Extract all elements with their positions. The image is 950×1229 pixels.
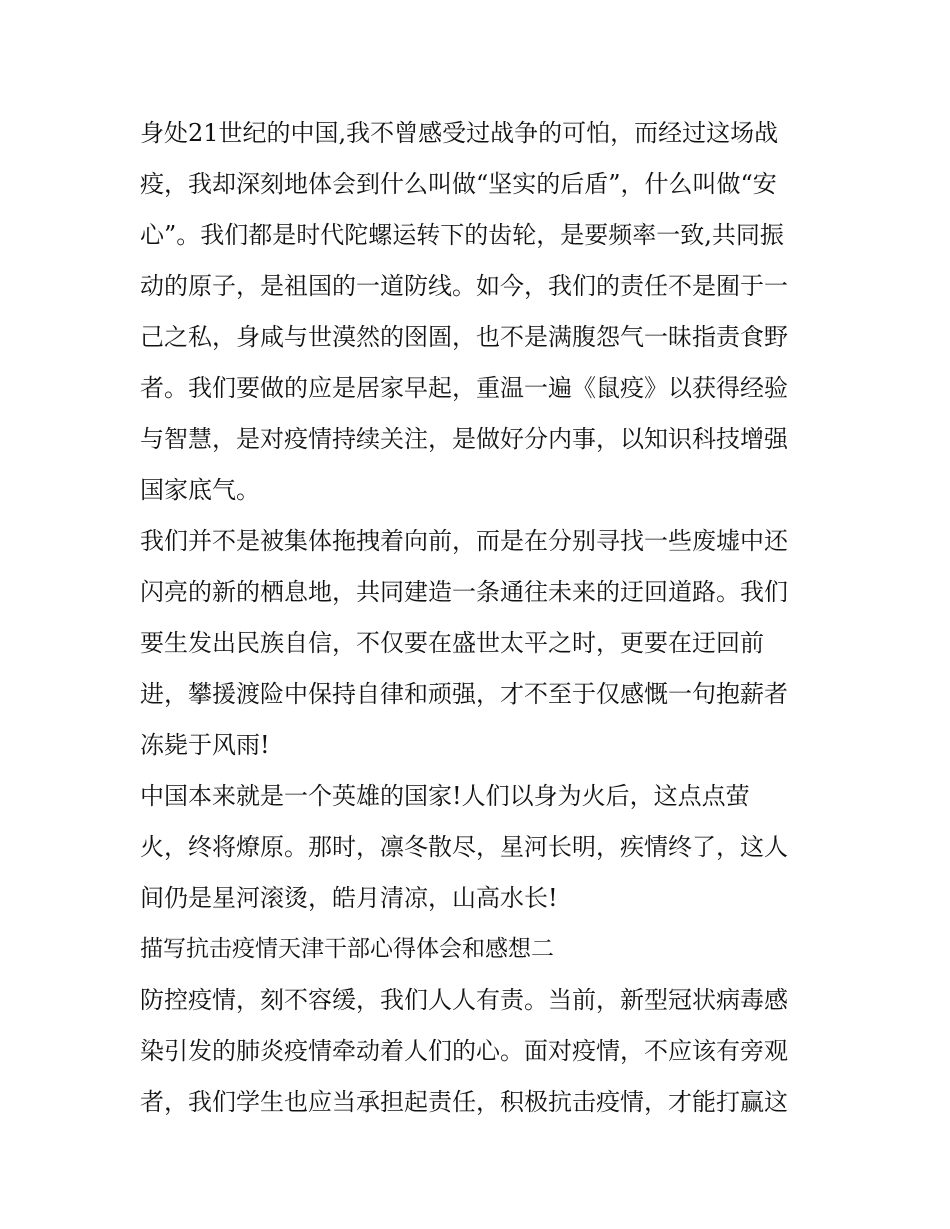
section-heading: 描写抗击疫情天津干部心得体会和感想二 [140,936,554,962]
text-line: 疫，我却深刻地体会到什么叫做“坚实的后盾”，什么叫做“安 [140,170,777,198]
text-line: 身处21世纪的中国,我不曾感受过战争的可怕，而经过这场战 [140,119,779,147]
text-line: 冻毙于风雨! [140,731,270,759]
text-line: 要生发出民族自信，不仅要在盛世太平之时，更要在迂回前 [140,629,764,657]
text-line: 闪亮的新的栖息地，共同建造一条通往未来的迂回道路。我们 [140,578,788,606]
text-line: 己之私，身咸与世漠然的囹圄，也不是满腹怨气一昧指责食野 [140,323,788,351]
text-line: 心”。我们都是时代陀螺运转下的齿轮，是要频率一致,共同振 [140,221,784,249]
document-body [140,108,820,1128]
text-line: 者，我们学生也应当承担起责任，积极抗击疫情，才能打赢这 [140,1088,788,1116]
text-line: 我们并不是被集体拖拽着向前，而是在分别寻找一些废墟中还 [140,527,788,555]
text-line: 国家底气。 [140,476,260,504]
text-line: 动的原子，是祖国的一道防线。如今，我们的责任不是囿于一 [140,272,788,300]
text-line: 染引发的肺炎疫情牵动着人们的心。面对疫情，不应该有旁观 [140,1037,788,1065]
text-line: 者。我们要做的应是居家早起，重温一遍《鼠疫》以获得经验 [140,374,788,402]
text-line: 进，攀援渡险中保持自律和顽强，才不至于仅感慨一句抱薪者 [140,680,788,708]
text-line: 与智慧，是对疫情持续关注，是做好分内事，以知识科技增强 [140,425,788,453]
text-line: 间仍是星河滚烫，皓月清凉，山高水长! [140,884,558,912]
text-line: 防控疫情，刻不容缓，我们人人有责。当前，新型冠状病毒感 [140,986,788,1014]
text-line: 火，终将燎原。那时，凛冬散尽，星河长明，疾情终了，这人 [140,833,788,861]
text-line: 中国本来就是一个英雄的国家!人们以身为火后，这点点萤 [140,782,750,810]
